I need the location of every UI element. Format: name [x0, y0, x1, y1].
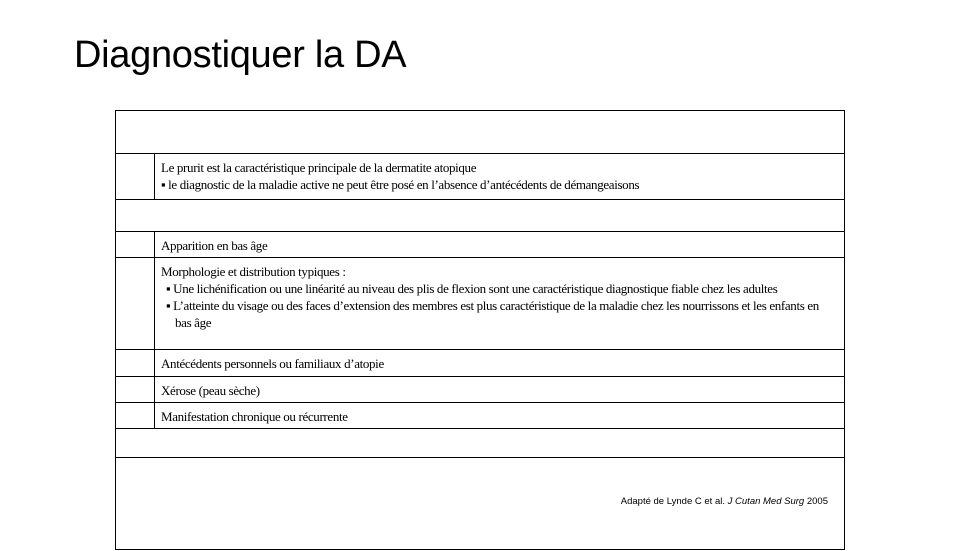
morphology-text: Morphologie et distribution typiques : [161, 264, 346, 279]
onset-text: Apparition en bas âge [161, 238, 268, 253]
citation-year: 2005 [804, 496, 828, 507]
chronic-text: Manifestation chronique ou récurrente [161, 409, 348, 424]
xerosis-text: Xérose (peau sèche) [161, 383, 260, 398]
morphology-bullet-adults: ▪ Une lichénification ou une linéarité au niveau des plis de flexion sont une caractéristique diagnostique fiable chez les adultes [166, 281, 778, 296]
diagnostic-criteria-table [115, 110, 845, 550]
atopy-text: Antécédents personnels ou familiaux d’atopie [161, 356, 384, 371]
table-row-empty [116, 111, 844, 154]
citation-journal: J Cutan Med Surg [727, 496, 805, 507]
pruritus-bullet: ▪ le diagnostic de la maladie active ne peut être posé en l’absence d’antécédents de démangeaisons [161, 177, 640, 192]
morphology-bullet-children: ▪ L’atteinte du visage ou des faces d’extension des membres est plus caractéristique de la maladie chez les nourrissons et les enfants en bas âge [166, 298, 819, 330]
citation [621, 496, 828, 507]
table-row-xerosis [116, 377, 844, 403]
table-row-morphology [116, 258, 844, 350]
table-row-chronic [116, 403, 844, 429]
table-row-onset [116, 232, 844, 258]
table-row-empty [116, 200, 844, 232]
page-title: Diagnostiquer la DA [74, 34, 407, 76]
table-row-empty [116, 429, 844, 458]
citation-authors: Adapté de Lynde C et al. [620, 496, 728, 507]
table-row-pruritus [116, 154, 844, 200]
table-row-citation [116, 458, 844, 551]
table-row-atopy [116, 350, 844, 377]
pruritus-text: Le prurit est la caractéristique principale de la dermatite atopique [161, 160, 477, 175]
